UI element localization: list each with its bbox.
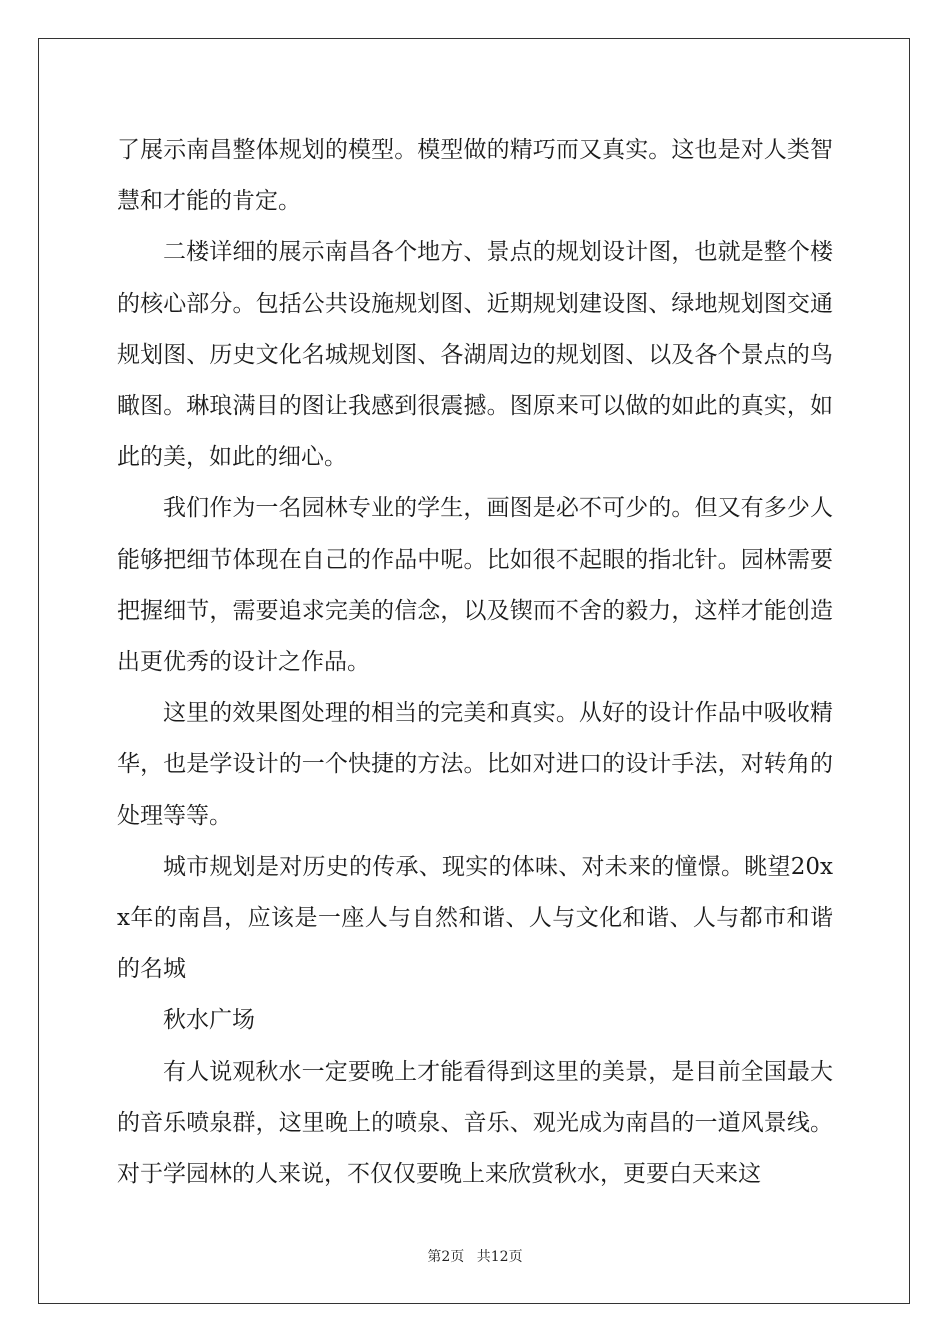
paragraph-1: 了展示南昌整体规划的模型。模型做的精巧而又真实。这也是对人类智慧和才能的肯定。 (117, 137, 833, 215)
paragraph-2: 二楼详细的展示南昌各个地方、景点的规划设计图，也就是整个楼的核心部分。包括公共设施规划图、近期规划建设图、绿地规划图交通规划图、历史文化名城规划图、各湖周边的规划图、以及各个景点的鸟瞰图。琳琅满目的图让我感到很震撼。图原来可以做的如此的真实，如此的美，如此的细心。 (117, 239, 833, 471)
page-footer (0, 1246, 950, 1266)
paragraph-3: 我们作为一名园林专业的学生，画图是必不可少的。但又有多少人能够把细节体现在自己的作品中呢。比如很不起眼的指北针。园林需要把握细节，需要追求完美的信念，以及锲而不舍的毅力，这样才能创造出更优秀的设计之作品。 (117, 495, 833, 676)
section-heading: 秋水广场 (163, 1007, 255, 1034)
page-total: 共12页 (476, 1249, 523, 1265)
paragraph-6: 有人说观秋水一定要晚上才能看得到这里的美景，是目前全国最大的音乐喷泉群，这里晚上的喷泉、音乐、观光成为南昌的一道风景线。对于学园林的人来说，不仅仅要晚上来欣赏秋水，更要白天来这 (117, 1058, 833, 1188)
document-body (117, 125, 833, 1200)
paragraph-5: 城市规划是对历史的传承、现实的体味、对未来的憧憬。眺望20xx年的南昌，应该是一座人与自然和谐、人与文化和谐、人与都市和谐的名城 (117, 853, 833, 983)
page-number: 第2页 (427, 1249, 465, 1265)
paragraph-4: 这里的效果图处理的相当的完美和真实。从好的设计作品中吸收精华，也是学设计的一个快捷的方法。比如对进口的设计手法，对转角的处理等等。 (117, 700, 833, 829)
